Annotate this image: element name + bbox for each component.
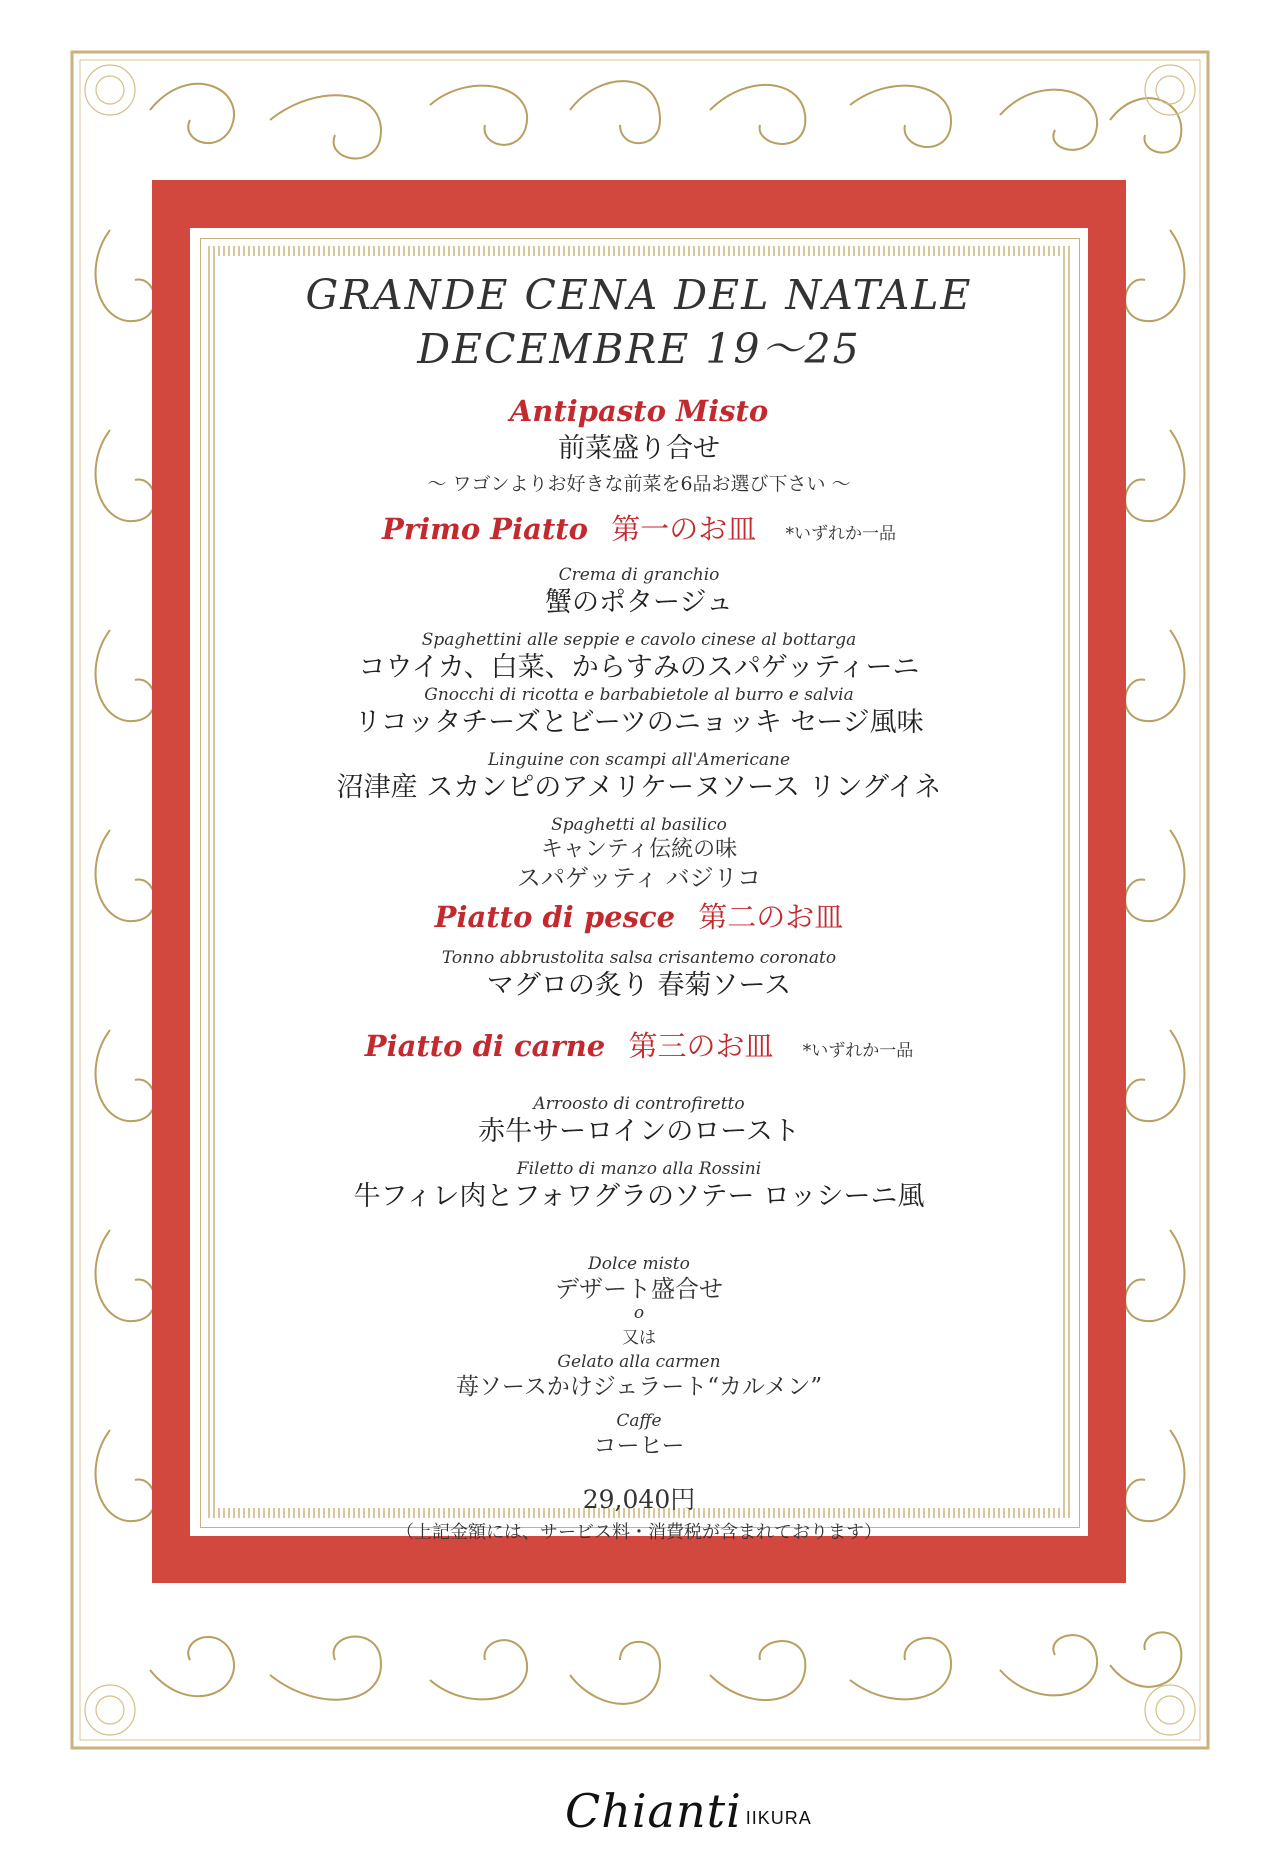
- menu-item-it: Gnocchi di ricotta e barbabietole al burro e salvia: [424, 685, 854, 705]
- menu-content: [230, 268, 1048, 1548]
- primo-heading-it: Primo Piatto: [382, 512, 589, 546]
- antipasto-jp: 前菜盛り合せ: [558, 433, 720, 464]
- carne-note: *いずれか一品: [802, 1041, 914, 1061]
- or-it: o: [633, 1303, 645, 1323]
- price: 29,040円: [582, 1485, 696, 1514]
- menu-item-jp: リコッタチーズとビーツのニョッキ セージ風味: [354, 707, 924, 738]
- menu-item-jp: スパゲッティ バジリコ: [516, 864, 762, 892]
- carne-heading: [230, 1025, 1048, 1072]
- or-jp: 又は: [622, 1328, 656, 1348]
- gelato-jp: 苺ソースかけジェラート“カルメン”: [455, 1374, 823, 1400]
- primo-heading-jp: 第一のお皿: [611, 512, 757, 546]
- caffe-it: Caffe: [616, 1411, 662, 1431]
- pesce-heading-jp: 第二のお皿: [698, 900, 844, 934]
- logo-sub: IIKURA: [745, 1808, 812, 1828]
- menu-item-it: Spaghettini alle seppie e cavolo cinese al bottarga: [421, 630, 857, 650]
- dolce-jp: デザート盛合せ: [555, 1275, 723, 1303]
- pesce-heading: [230, 896, 1048, 938]
- dolce-it: Dolce misto: [588, 1254, 690, 1274]
- menu-item-jp: マグロの炙り 春菊ソース: [486, 970, 792, 1001]
- antipasto-heading: Antipasto Misto: [509, 394, 769, 428]
- menu-item-jp: 牛フィレ肉とフォワグラのソテー ロッシーニ風: [353, 1181, 925, 1212]
- antipasto-desc: ～ ワゴンよりお好きな前菜を6品お選び下さい ～: [427, 473, 851, 495]
- primo-heading: [230, 508, 1048, 555]
- restaurant-logo: [565, 1778, 812, 1838]
- pesce-heading-it: Piatto di pesce: [434, 900, 676, 934]
- logo-script: Chianti: [565, 1784, 742, 1838]
- primo-note: *いずれか一品: [785, 524, 896, 544]
- carne-heading-it: Piatto di carne: [364, 1029, 606, 1063]
- menu-item-jp: 蟹のポタージュ: [545, 587, 733, 618]
- menu-item-it: Crema di granchio: [558, 565, 720, 585]
- menu-item-jp: 沼津産 スカンピのアメリケーヌソース リングイネ: [336, 772, 942, 803]
- menu-title: GRANDE CENA DEL NATALE: [305, 271, 973, 319]
- carne-heading-jp: 第三のお皿: [628, 1029, 774, 1063]
- caffe-jp: コーヒー: [593, 1433, 685, 1459]
- menu-item-it: Spaghetti al basilico: [551, 815, 727, 835]
- menu-item-jp: コウイカ、白菜、からすみのスパゲッティーニ: [358, 652, 920, 683]
- menu-item-jp: 赤牛サーロインのロースト: [478, 1116, 800, 1147]
- menu-item-it: Linguine con scampi all'Americane: [487, 750, 791, 770]
- menu-dates: DECEMBRE 19～25: [417, 325, 861, 373]
- menu-item-it: Filetto di manzo alla Rossini: [516, 1159, 762, 1179]
- menu-item-jp: キャンティ伝統の味: [540, 837, 738, 862]
- menu-item-it: Arroosto di controfiretto: [533, 1094, 745, 1114]
- price-note: （上記金額には、サービス料・消費税が含まれております）: [396, 1522, 882, 1543]
- menu-item-it: Tonno abbrustolita salsa crisantemo coronato: [441, 948, 837, 968]
- gelato-it: Gelato alla carmen: [557, 1352, 721, 1372]
